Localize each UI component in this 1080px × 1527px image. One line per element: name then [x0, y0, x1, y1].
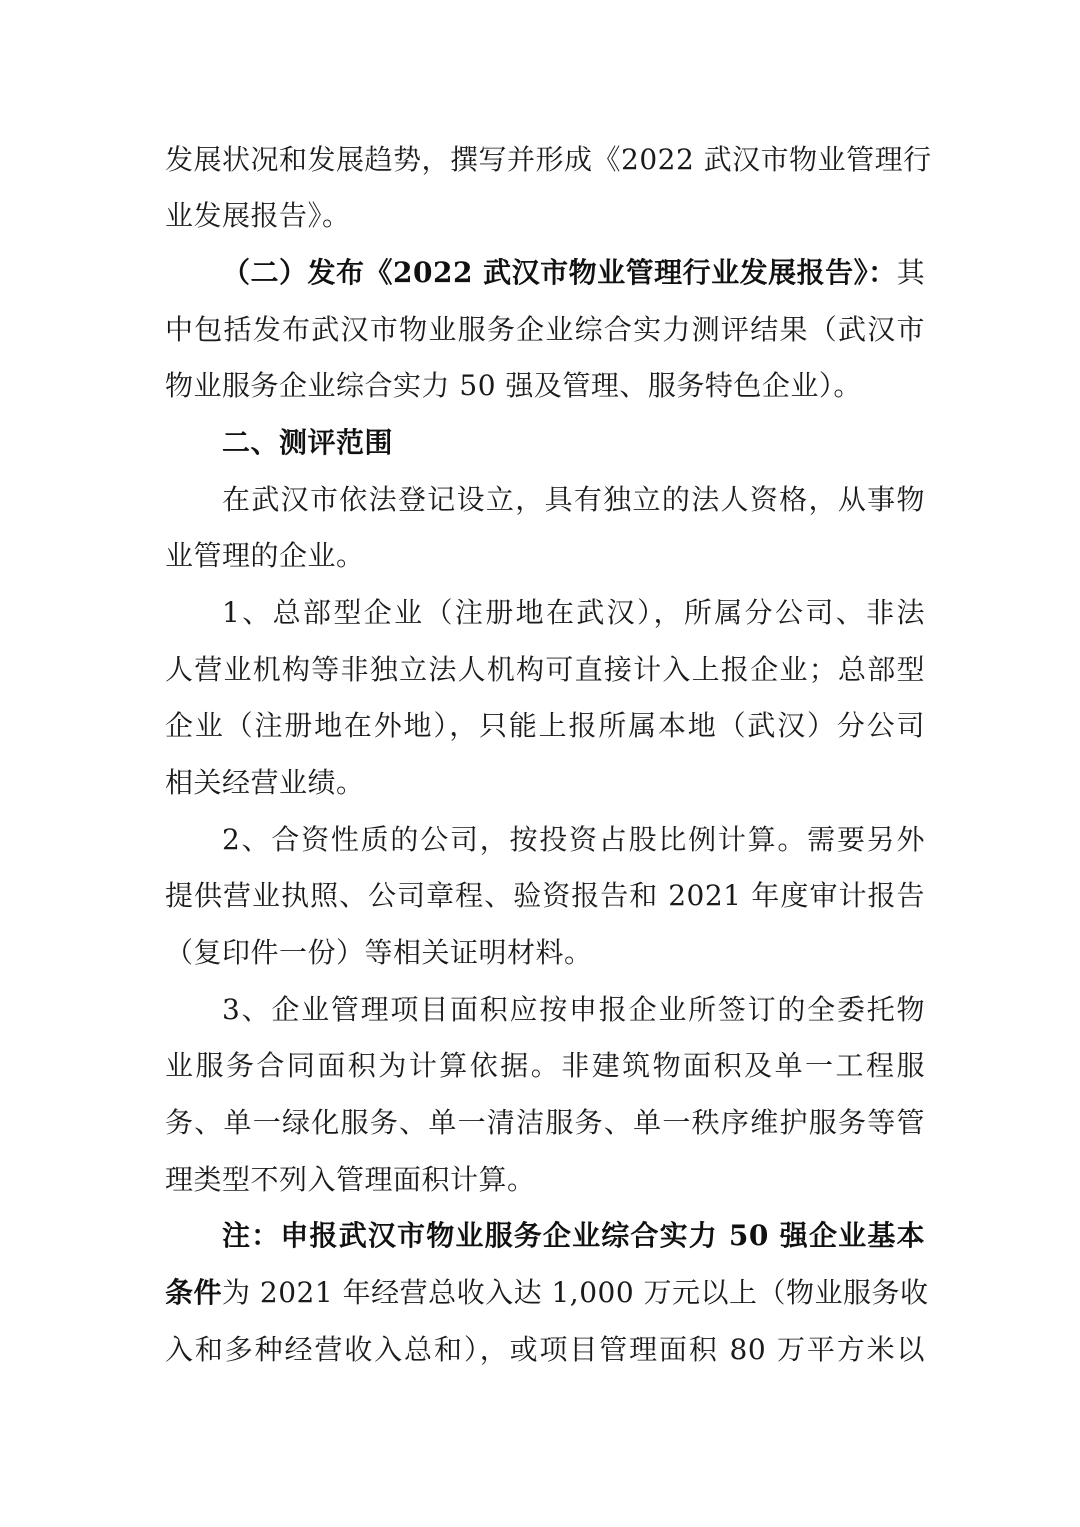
line-text: 3、企业管理项目面积应按申报企业所签订的全委托物 — [222, 993, 925, 1026]
line-text: 务、单一绿化服务、单一清洁服务、单一秩序维护服务等管 — [165, 1106, 925, 1139]
section-heading — [222, 419, 925, 467]
text-line — [165, 872, 925, 920]
note-bold: 注：申报武汉市物业服务企业综合实力 50 强企业基本 — [222, 1219, 925, 1252]
list-item-line — [222, 986, 925, 1034]
text-line — [165, 362, 925, 410]
text-line — [165, 192, 925, 240]
text-line — [165, 1042, 925, 1090]
note-bold: 条件 — [165, 1276, 223, 1309]
line-text: 人营业机构等非独立法人机构可直接计入上报企业；总部型 — [165, 653, 925, 686]
text-line — [222, 476, 925, 524]
line-text: 中包括发布武汉市物业服务企业综合实力测评结果（武汉市 — [165, 313, 925, 346]
line-text: 业发展报告》。 — [165, 199, 351, 232]
list-item-line — [222, 589, 925, 637]
text-line — [165, 1099, 925, 1147]
text-line — [165, 646, 925, 694]
line-text: （复印件一份）等相关证明材料。 — [165, 936, 593, 969]
text-line — [165, 759, 925, 807]
line-text: 提供营业执照、公司章程、验资报告和 2021 年度审计报告 — [165, 879, 925, 912]
text-line — [165, 532, 925, 580]
text-line — [165, 306, 925, 354]
line-text: 1、总部型企业（注册地在武汉），所属分公司、非法 — [222, 596, 925, 629]
line-text: 物业服务企业综合实力 50 强及管理、服务特色企业）。 — [165, 369, 862, 402]
text-line — [165, 136, 932, 184]
line-text: 2、合资性质的公司，按投资占股比例计算。需要另外 — [222, 823, 925, 856]
list-item-line — [222, 816, 925, 864]
line-text: 为 2021 年经营总收入达 1,000 万元以上（物业服务收 — [222, 1276, 929, 1309]
section-heading-bold: 二、测评范围 — [222, 426, 394, 459]
line-text: 企业（注册地在外地），只能上报所属本地（武汉）分公司 — [165, 709, 925, 742]
line-text: 业管理的企业。 — [165, 539, 365, 572]
text-line — [165, 702, 925, 750]
section-heading-line — [222, 249, 925, 297]
line-text: 业服务合同面积为计算依据。非建筑物面积及单一工程服 — [165, 1049, 925, 1082]
note-line — [222, 1212, 925, 1260]
text-line — [165, 929, 925, 977]
line-text: 入和多种经营收入总和），或项目管理面积 80 万平方米以 — [165, 1333, 925, 1366]
line-text: 在武汉市依法登记设立，具有独立的法人资格，从事物 — [222, 483, 925, 516]
section-heading-bold: （二）发布《2022 武汉市物业管理行业发展报告》： — [222, 256, 897, 289]
line-text: 理类型不列入管理面积计算。 — [165, 1163, 536, 1196]
line-text: 发展状况和发展趋势，撰写并形成《2022 武汉市物业管理行 — [165, 143, 932, 176]
line-text: 其 — [896, 256, 926, 289]
line-text: 相关经营业绩。 — [165, 766, 365, 799]
text-line — [165, 1156, 925, 1204]
text-line — [165, 1326, 925, 1374]
note-line — [165, 1269, 929, 1317]
